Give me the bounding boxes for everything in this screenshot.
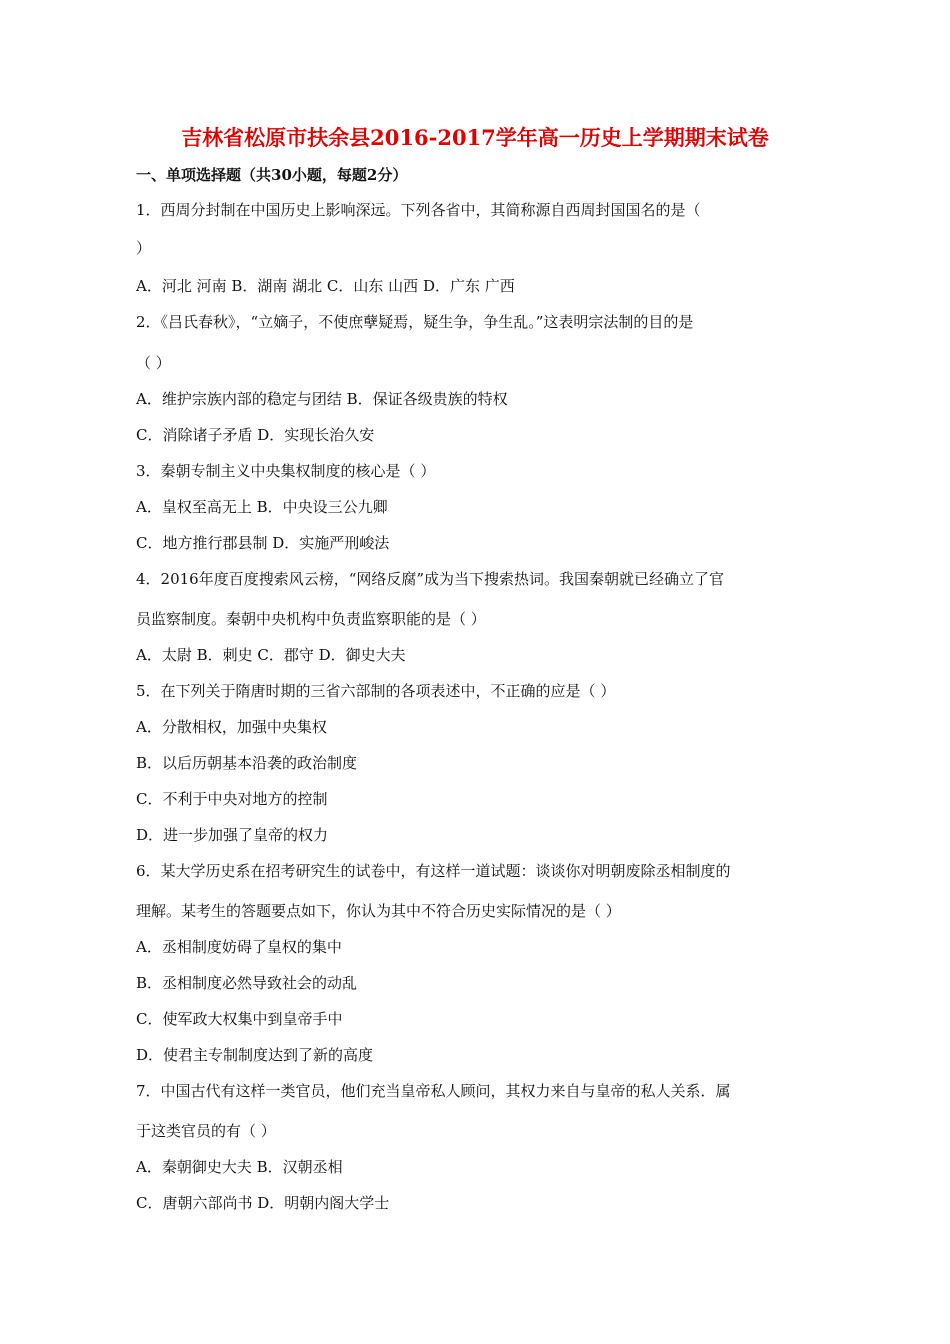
question-line: 5．在下列关于隋唐时期的三省六部制的各项表述中，不正确的应是（ ） [136,682,616,700]
question-line: 6．某大学历史系在招考研究生的试卷中，有这样一道试题：谈谈你对明朝废除丞相制度的 [136,862,731,880]
option-line: B．丞相制度必然导致社会的动乱 [136,974,358,992]
option-line: A．太尉 B．刺史 C．郡守 D．御史大夫 [136,646,406,664]
question-line: 7．中国古代有这样一类官员，他们充当皇帝私人顾问，其权力来自与皇帝的私人关系．属 [136,1082,731,1100]
option-line: C．地方推行郡县制 D．实施严刑峻法 [136,534,390,552]
option-line: A．维护宗族内部的稳定与团结 B．保证各级贵族的特权 [136,390,508,408]
question-line: （ ） [136,354,171,372]
option-line: A．秦朝御史大夫 B．汉朝丞相 [136,1158,343,1176]
option-line: A．丞相制度妨碍了皇权的集中 [136,938,342,956]
question-line: 3．秦朝专制主义中央集权制度的核心是（ ） [136,462,436,480]
option-line: C．消除诸子矛盾 D．实现长治久安 [136,426,375,444]
question-line: ） [136,239,152,257]
question-line: 员监察制度。秦朝中央机构中负责监察职能的是（ ） [136,610,486,628]
option-line: D．使君主专制制度达到了新的高度 [136,1046,374,1064]
option-line: A．皇权至高无上 B．中央设三公九卿 [136,498,388,516]
question-line: 理解。某考生的答题要点如下，你认为其中不符合历史实际情况的是（ ） [136,902,621,920]
option-line: B．以后历朝基本沿袭的政治制度 [136,754,358,772]
option-line: C．使军政大权集中到皇帝手中 [136,1010,343,1028]
question-line: 1．西周分封制在中国历史上影响深远。下列各省中，其简称源自西周封国国名的是（ [136,201,701,219]
option-line: C．不利于中央对地方的控制 [136,790,328,808]
option-line: A．分散相权，加强中央集权 [136,718,327,736]
question-line: 4．2016年度百度搜索风云榜，“网络反腐”成为当下搜索热词。我国秦朝就已经确立了官 [136,570,725,588]
option-line: A．河北 河南 B．湖南 湖北 C．山东 山西 D．广东 广西 [136,277,515,295]
section-heading: 一、单项选择题（共30小题，每题2分） [136,166,408,184]
question-line: 2．《吕氏春秋》，“立嫡子，不使庶孽疑焉，疑生争，争生乱。”这表明宗法制的目的是 [136,313,694,331]
option-line: D．进一步加强了皇帝的权力 [136,826,329,844]
page-title: 吉林省松原市扶余县2016-2017学年高一历史上学期期末试卷 [181,125,769,150]
option-line: C．唐朝六部尚书 D．明朝内阁大学士 [136,1194,390,1212]
question-line: 于这类官员的有（ ） [136,1122,276,1140]
